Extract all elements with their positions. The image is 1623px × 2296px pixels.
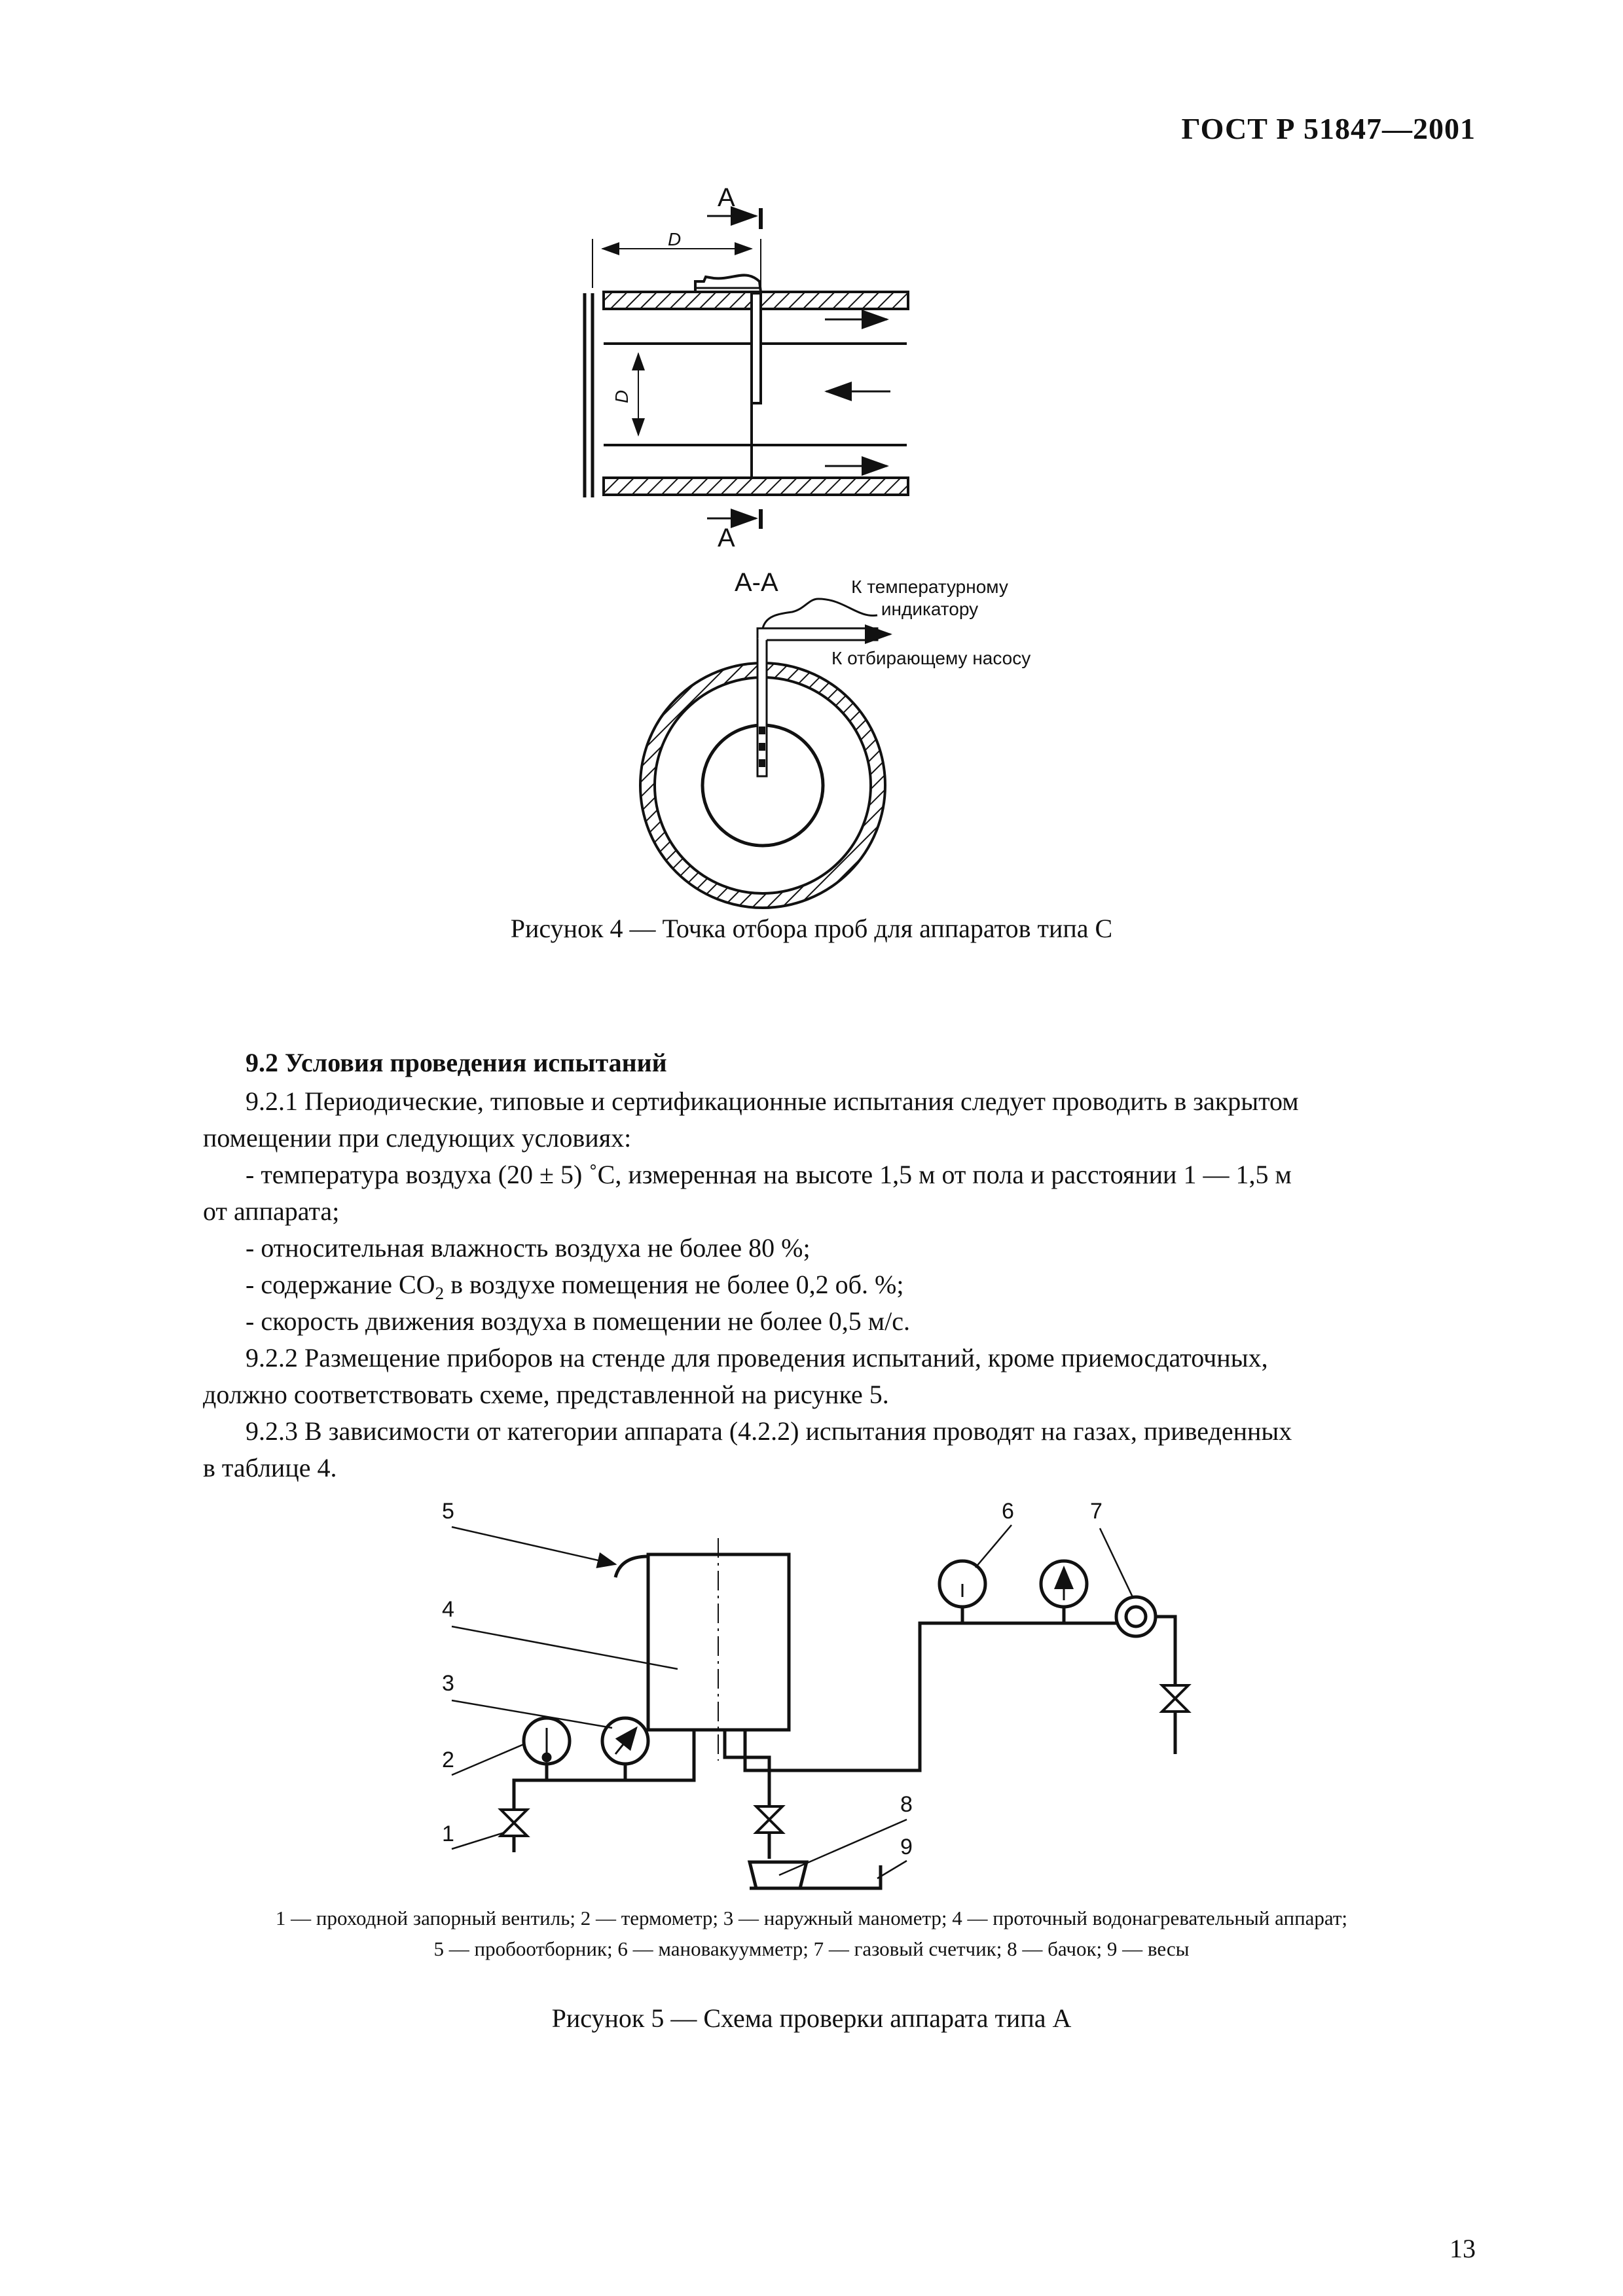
manovacuummeter-6 — [939, 1561, 985, 1607]
bullet-air-speed: - скорость движения воздуха в помещении не более 0,5 м/с. — [246, 1306, 910, 1336]
document-header: ГОСТ Р 51847—2001 — [1181, 112, 1476, 145]
sampler-tube — [615, 1556, 648, 1577]
bullet-humidity: - относительная влажность воздуха не более 80 %; — [246, 1233, 811, 1263]
outlet-valve — [1162, 1685, 1188, 1712]
section-mark-bottom: А — [718, 524, 735, 552]
tank-8 — [750, 1862, 807, 1888]
pipe-longitudinal-view — [585, 208, 908, 529]
callout-6: 6 — [1002, 1499, 1014, 1524]
label-pump: К отбирающему насосу — [831, 648, 1031, 668]
paragraph-9-2-3: 9.2.3 В зависимости от категории аппарата (4.2.2) испытания проводят на газах, приведенных — [246, 1416, 1292, 1446]
gas-meter-7 — [1116, 1597, 1156, 1636]
figure-5-legend-line-1: 1 — проходной запорный вентиль; 2 — термометр; 3 — наружный манометр; 4 — проточный водонагревательный аппарат; — [275, 1907, 1348, 1929]
page-number: 13 — [1450, 2234, 1476, 2263]
callout-1: 1 — [442, 1821, 454, 1846]
callout-5: 5 — [442, 1499, 454, 1524]
dimension-label-vertical: D — [611, 389, 632, 404]
drain-valve — [756, 1806, 782, 1833]
paragraph-9-2-1-cont: помещении при следующих условиях: — [203, 1123, 632, 1153]
section-title: А-А — [735, 568, 778, 597]
bullet-temperature: - температура воздуха (20 ± 5) ˚С, измеренная на высоте 1,5 м от пола и расстоянии 1 — 1,5 м — [246, 1160, 1292, 1189]
probe-tube — [752, 293, 761, 403]
figure-5-legend-line-2: 5 — пробоотборник; 6 — мановакуумметр; 7 — газовый счетчик; 8 — бачок; 9 — весы — [433, 1937, 1190, 1960]
manometer-3 — [602, 1718, 648, 1764]
figure-4-caption: Рисунок 4 — Точка отбора проб для аппаратов типа С — [510, 914, 1113, 943]
callout-8: 8 — [900, 1792, 913, 1817]
scale-9 — [750, 1865, 881, 1888]
pipe-cross-section — [640, 599, 890, 908]
callout-2: 2 — [442, 1748, 454, 1772]
water-heater-box — [648, 1554, 789, 1730]
paragraph-9-2-2-cont: должно соответствовать схеме, представленной на рисунке 5. — [203, 1380, 889, 1409]
bullet-temperature-cont: от аппарата; — [203, 1196, 340, 1226]
paragraph-9-2-2: 9.2.2 Размещение приборов на стенде для проведения испытаний, кроме приемосдаточных, — [246, 1343, 1268, 1372]
paragraph-9-2-1: 9.2.1 Периодические, типовые и сертификационные испытания следует проводить в закрытом — [246, 1086, 1299, 1116]
section-mark-top: А — [718, 183, 735, 212]
bullet-co2: - содержание $СО_2$ в воздухе помещения не более 0,2 об. %; — [246, 1270, 904, 1303]
paragraph-9-2-3-cont: в таблице 4. — [203, 1453, 337, 1482]
thermometer-2 — [524, 1718, 570, 1764]
probe-section — [757, 634, 767, 776]
callout-9: 9 — [900, 1835, 913, 1859]
pressure-gauge — [1041, 1561, 1087, 1607]
callout-7: 7 — [1090, 1499, 1103, 1524]
pipe-wall-bottom — [604, 478, 908, 495]
callout-3: 3 — [442, 1671, 454, 1696]
section-heading: 9.2 Условия проведения испытаний — [246, 1048, 667, 1077]
valve-1 — [501, 1810, 527, 1836]
figure-5-caption: Рисунок 5 — Схема проверки аппарата типа А — [551, 2003, 1072, 2033]
figure-4-drawing — [0, 0, 1623, 929]
dimension-label-horizontal: D — [668, 229, 682, 249]
label-temperature-indicator: К температурному индикатору — [851, 577, 1008, 619]
callout-4: 4 — [442, 1597, 454, 1622]
